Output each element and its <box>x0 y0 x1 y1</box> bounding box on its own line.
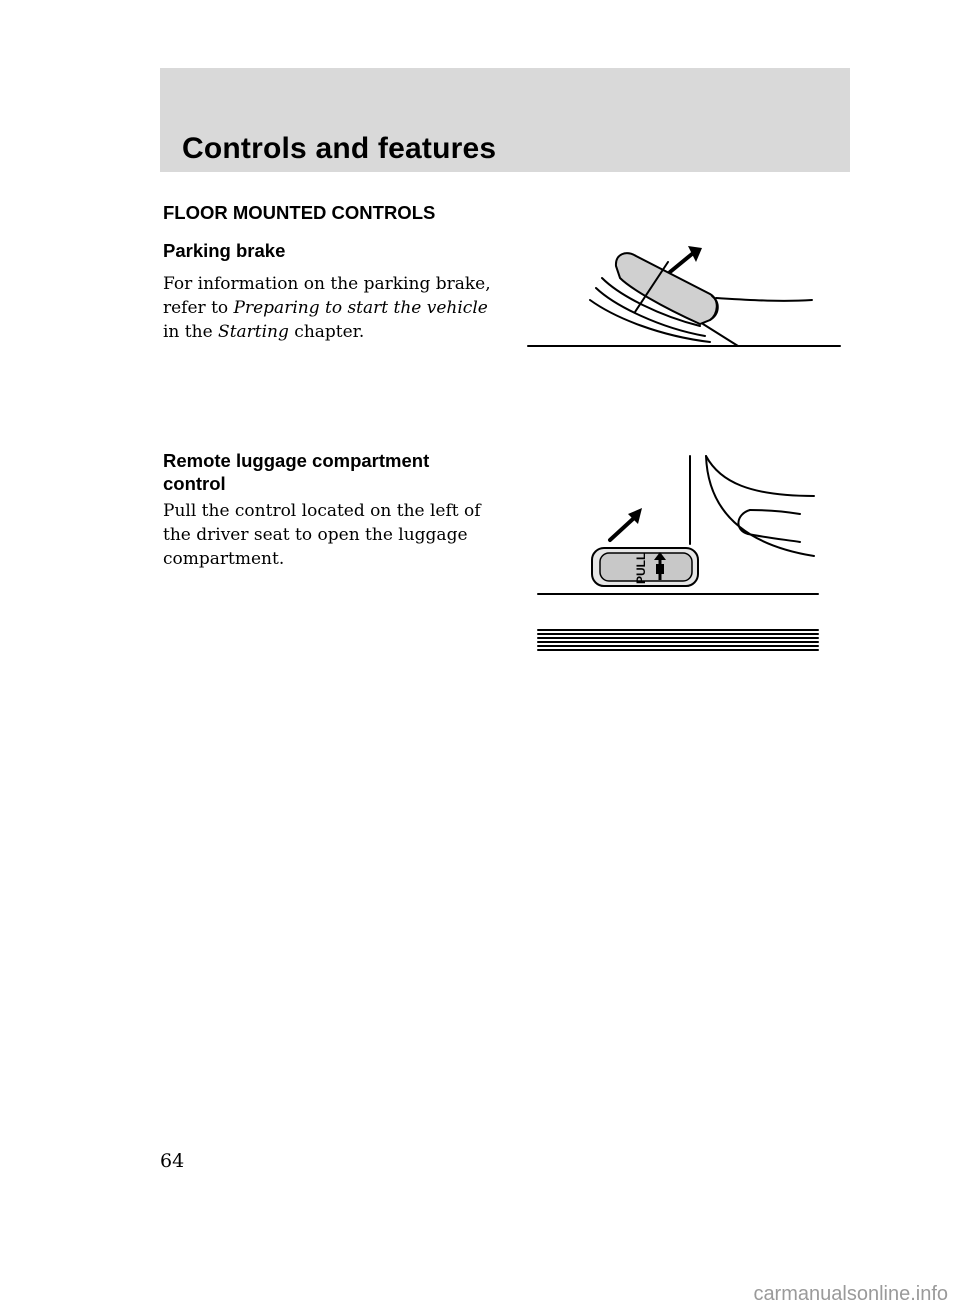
parking-brake-heading: Parking brake <box>163 240 286 261</box>
watermark-text: carmanualsonline.info <box>753 1283 948 1305</box>
chapter-title: Controls and features <box>182 132 497 165</box>
pull-label: PULL <box>634 552 648 584</box>
page-number: 64 <box>160 1150 185 1172</box>
luggage-control-heading: Remote luggage compartment control <box>163 450 430 494</box>
section-heading: FLOOR MOUNTED CONTROLS <box>163 202 436 223</box>
starting-chapter-link[interactable]: Starting <box>218 322 289 342</box>
parking-brake-illustration <box>520 236 850 356</box>
luggage-release-illustration <box>530 448 830 658</box>
chapter-header <box>160 68 850 172</box>
starting-section-link[interactable]: Preparing to start the vehicle <box>233 298 488 318</box>
luggage-control-text: Pull the control located on the left of the driver seat to open the luggage compartment. <box>163 501 481 569</box>
parking-brake-text: For information on the parking brake, refer to Preparing to start the vehicle in the Starting chapter. <box>163 274 491 342</box>
